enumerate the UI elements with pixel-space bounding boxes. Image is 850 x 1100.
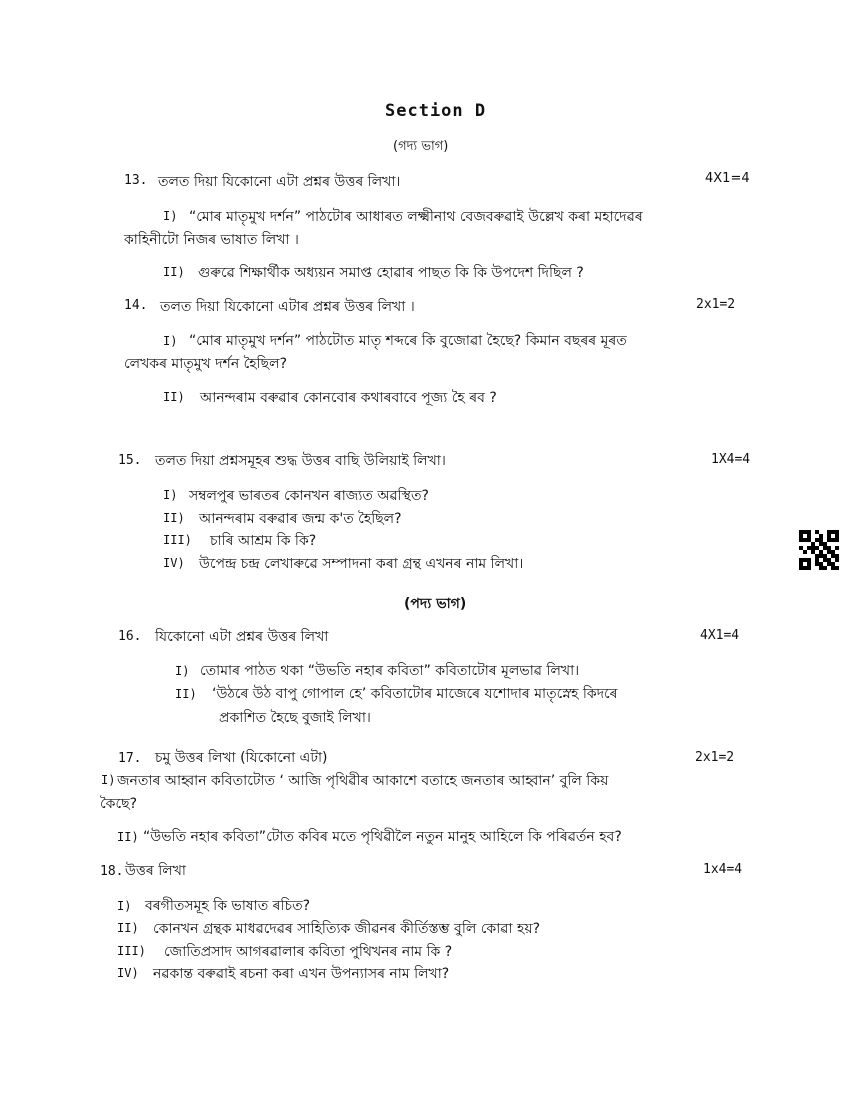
q15-part-1-label: I)	[163, 488, 178, 502]
q17-part-1-line-1: জনতাৰ আহ্বান কবিতাটোত ‘ আজি পৃথিৱীৰ আকাশে বতাহে জনতাৰ আহ্বান’ বুলি কিয়	[117, 773, 609, 789]
question-14-marks: 2x1=2	[696, 297, 736, 312]
question-15-marks: 1X4=4	[711, 452, 751, 467]
q17-part-2-label: II)	[117, 830, 139, 844]
q15-part-1-line-1: সম্বলপুৰ ভাৰতৰ কোনখন ৰাজ্যত অৱস্থিত?	[189, 488, 429, 504]
q16-part-1-line-1: তোমাৰ পাঠত থকা “উভতি নহাৰ কবিতা” কবিতাটোৰ মূলভাৱ লিখা।	[200, 663, 580, 679]
q17-part-2-line-1: “উভতি নহাৰ কবিতা”টোত কবিৰ মতে পৃথিৱীলৈ নতুন মানুহ আহিলে কি পৰিৱৰ্তন হব?	[143, 829, 622, 845]
q17-part-1-line-2: কৈছে?	[100, 796, 137, 812]
q13-part-1-line-2: কাহিনীটো নিজৰ ভাষাত লিখা ।	[124, 232, 299, 248]
q15-part-3-label: III)	[163, 533, 192, 547]
question-14-text: তলত দিয়া যিকোনো এটাৰ প্ৰশ্নৰ উত্তৰ লিখা ।	[160, 299, 415, 315]
question-17-text: চমু উত্তৰ লিখা (যিকোনো এটা)	[155, 750, 328, 766]
q15-part-2-line-1: আনন্দৰাম বৰুৱাৰ জন্ম ক'ত হৈছিল?	[199, 511, 402, 527]
q14-part-2-line-1: আনন্দৰাম বৰুৱাৰ কোনবোৰ কথাৰবাবে পূজ্য হৈ ৰব ?	[200, 390, 497, 406]
question-17-number: 17.	[118, 751, 142, 766]
question-18-text: উত্তৰ লিখা	[125, 863, 186, 879]
q18-part-1-label: I)	[117, 899, 132, 913]
q16-part-2-label: II)	[175, 687, 197, 701]
q18-part-4-line-1: নৱকান্ত বৰুৱাই ৰচনা কৰা এখন উপন্যাসৰ নাম লিখা?	[153, 966, 450, 982]
question-14-number: 14.	[124, 298, 148, 313]
question-16-number: 16.	[118, 629, 142, 644]
q13-part-2-label: II)	[163, 265, 185, 279]
q15-part-2-label: II)	[163, 511, 185, 525]
question-17-marks: 2x1=2	[695, 750, 735, 765]
q13-part-2-line-1: গুৰুৱে শিক্ষাৰ্থীক অধ্যয়ন সমাপ্ত হোৱাৰ পাছত কি কি উপদেশ দিছিল ?	[198, 265, 584, 281]
qr-code	[799, 530, 839, 570]
prose-heading: (গদ্য ভাগ)	[393, 139, 449, 154]
q14-part-2-label: II)	[163, 390, 185, 404]
q18-part-3-line-1: জোতিপ্ৰসাদ আগৰৱালাৰ কবিতা পুথিখনৰ নাম কি ?	[164, 944, 453, 960]
section-title: Section D	[385, 101, 487, 121]
q16-part-2-line-2: প্ৰকাশিত হৈছে বুজাই লিখা।	[219, 710, 371, 726]
q18-part-1-line-1: বৰগীতসমূহ কি ভাষাত ৰচিত?	[145, 898, 311, 914]
q14-part-1-line-2: লেখকৰ মাতৃমুখ দৰ্শন হৈছিল?	[124, 356, 288, 372]
q14-part-1-label: I)	[163, 334, 178, 348]
question-16-text: যিকোনো এটা প্ৰশ্নৰ উত্তৰ লিখা	[155, 629, 329, 645]
question-16-marks: 4X1=4	[700, 628, 740, 643]
q18-part-2-line-1: কোনখন গ্ৰন্থক মাধৱদেৱৰ সাহিত্যিক জীৱনৰ কীৰ্তিস্তম্ভ বুলি কোৱা হয়?	[153, 921, 541, 937]
question-18-marks: 1x4=4	[703, 862, 743, 877]
poetry-heading: (পদ্য ভাগ)	[404, 596, 467, 612]
q16-part-2-line-1: ‘উঠৰে উঠ বাপু গোপাল হে’ কবিতাটোৰ মাজেৰে যশোদাৰ মাতৃস্নেহ কিদৰে	[212, 686, 618, 702]
question-13-marks: 4X1=4	[705, 171, 750, 186]
question-13-number: 13.	[124, 173, 148, 188]
q18-part-2-label: II)	[117, 921, 139, 935]
question-15-text: তলত দিয়া প্ৰশ্নসমূহৰ শুদ্ধ উত্তৰ বাছি উলিয়াই লিখা।	[155, 453, 446, 469]
q14-part-1-line-1: “মোৰ মাতৃমুখ দৰ্শন” পাঠটোত মাতৃ শব্দৰে কি বুজোৱা হৈছে? কিমান বছৰৰ মূৰত	[189, 333, 627, 349]
question-15-number: 15.	[118, 453, 142, 468]
q13-part-1-label: I)	[163, 209, 178, 223]
q16-part-1-label: I)	[175, 664, 190, 678]
q15-part-4-line-1: উপেন্দ্ৰ চন্দ্ৰ লেখাৰুৱে সম্পাদনা কৰা গ্ৰন্থ এখনৰ নাম লিখা।	[199, 556, 524, 572]
q15-part-3-line-1: চাৰি আশ্ৰম কি কি?	[210, 533, 317, 549]
q15-part-4-label: IV)	[163, 556, 185, 570]
q18-part-3-label: III)	[117, 944, 146, 958]
q18-part-4-label: IV)	[117, 966, 139, 980]
question-18-number: 18.	[100, 864, 124, 879]
q17-part-1-label: I)	[101, 773, 116, 787]
q13-part-1-line-1: “মোৰ মাতৃমুখ দৰ্শন” পাঠটোৰ আধাৰত লক্ষ্মীনাথ বেজবৰুৱাই উল্লেখ কৰা মহাদেৱৰ	[189, 209, 643, 225]
question-13-text: তলত দিয়া যিকোনো এটা প্ৰশ্নৰ উত্তৰ লিখা।	[158, 174, 401, 190]
